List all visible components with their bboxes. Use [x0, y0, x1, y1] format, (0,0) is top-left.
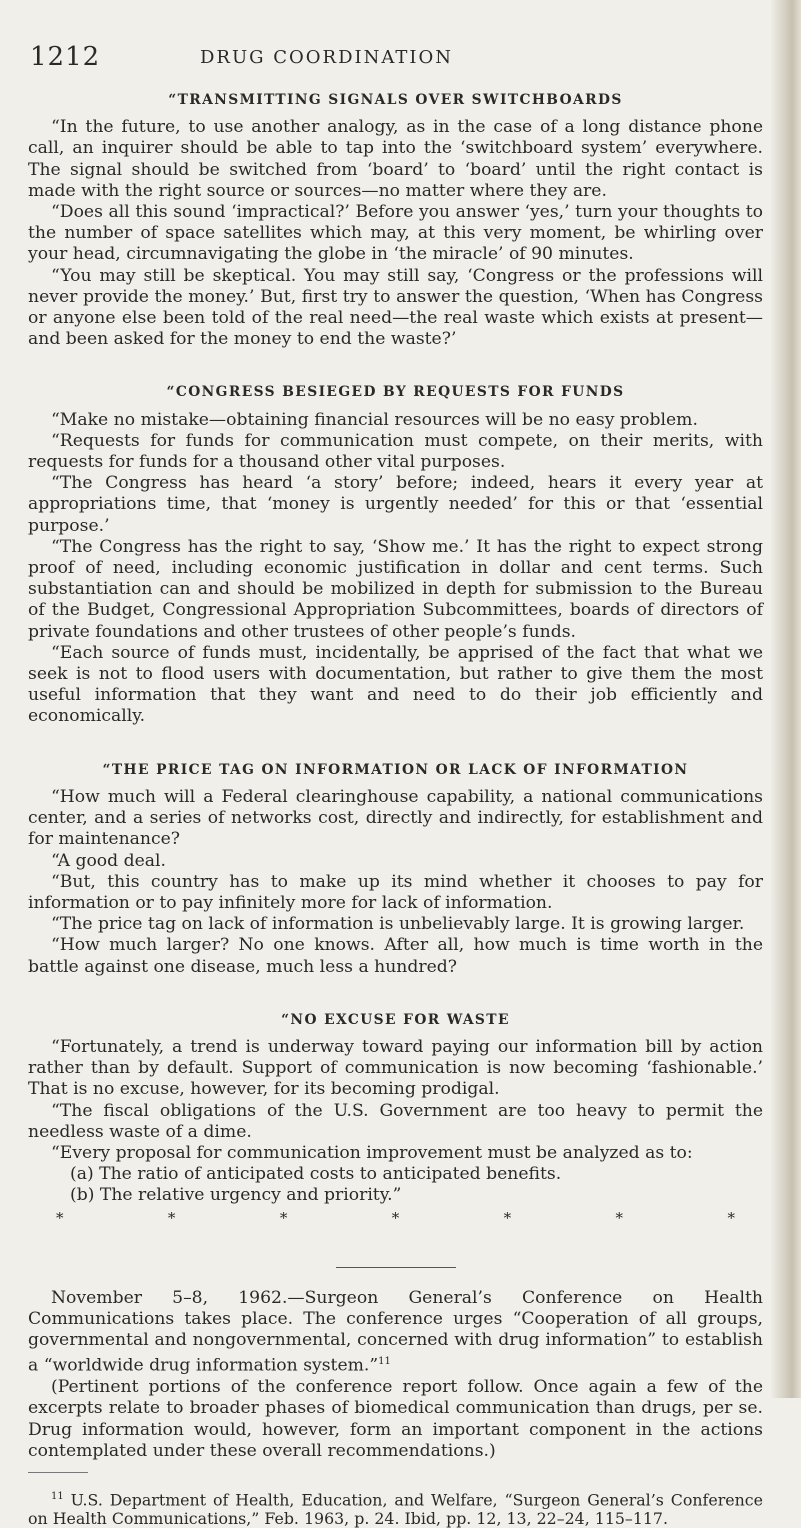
- divider-rule: [336, 1267, 456, 1268]
- paragraph: “A good deal.: [51, 850, 166, 871]
- footnote-text: U.S. Department of Health, Education, and Welfare, “Surgeon General’s Conference on Health Communications,” Feb. 1963, p. 24. Ibid, pp. 12, 13, 22–24, 115–117.: [28, 1490, 764, 1528]
- paragraph: [28, 1288, 763, 1378]
- paragraph: “How much will a Federal clearinghouse capability, a national communications center, and a series of networks cost, directly and indirectly, for establishment and for maintenance?: [28, 786, 763, 850]
- paragraph: “You may still be skeptical. You may still say, ‘Congress or the professions will never provide the money.’ But, first try to answer the question, ‘When has Congress or anyone else been told of the real need—the real waste which exists at present—and been asked for the money to end the waste?’: [28, 265, 763, 350]
- footnote-reference: 11: [378, 1356, 391, 1368]
- page-body: [28, 90, 763, 1528]
- footnote-rule: [28, 1472, 88, 1473]
- star-glyph: *: [727, 1208, 735, 1227]
- footnote-marker: 11: [51, 1490, 64, 1502]
- section-heading: “NO EXCUSE FOR WASTE: [281, 1011, 510, 1028]
- running-head: DRUG COORDINATION: [200, 47, 454, 68]
- paragraph: “The Congress has the right to say, ‘Show me.’ It has the right to expect strong proof of need, including economic justification in dollar and cent terms. Such substantiation can and should be mobilized in depth for submission to the Bureau of the Budget, Congressional Appropriation Subcommittees, boards of directors of private foundations and other trustees of other people’s funds.: [28, 536, 763, 642]
- star-glyph: *: [615, 1208, 624, 1227]
- paragraph: “In the future, to use another analogy, as in the case of a long distance phone call, an inquirer should be able to tap into the ‘switchboard system’ everywhere. The signal should be switched from ‘board’ to ‘board’ until the right contact is made with the right source or sources—no matter where they are.: [28, 117, 763, 201]
- star-glyph: *: [56, 1208, 64, 1227]
- paragraph: “How much larger? No one knows. After all, how much is time worth in the battle against one disease, much less a hundred?: [28, 935, 763, 977]
- paragraph: “The price tag on lack of information is unbelievably large. It is growing larger.: [51, 914, 745, 935]
- paragraph: “The Congress has heard ‘a story’ before; indeed, hears it every year at appropriations time, that ‘money is urgently needed’ for this or that ‘essential purpose.’: [28, 473, 763, 536]
- paragraph: “Make no mistake—obtaining financial resources will be no easy problem.: [51, 409, 698, 430]
- page-header: [30, 42, 760, 72]
- paragraph: (Pertinent portions of the conference report follow. Once again a few of the excerpts relate to broader phases of biomedical communication than drugs, per se. Drug information would, however, form an important component in the actions contemplated under these overall recommendations.): [28, 1377, 763, 1461]
- paragraph: “Fortunately, a trend is underway toward paying our information bill by action rather than by default. Support of communication is now becoming ‘fashionable.’ That is no excuse, however, for its becoming prodigal.: [28, 1036, 763, 1100]
- page-number: 1212: [30, 42, 101, 72]
- footnote: [28, 1487, 763, 1528]
- paragraph: “Does all this sound ‘impractical?’ Before you answer ‘yes,’ turn your thoughts to the number of space satellites which may, at this very moment, be whirling over your head, circumnavigating the globe in ‘the miracle’ of 90 minutes.: [28, 202, 763, 265]
- section-break-stars: [28, 1207, 763, 1227]
- section-heading: “CONGRESS BESIEGED BY REQUESTS FOR FUNDS: [166, 384, 625, 401]
- paragraph: “The fiscal obligations of the U.S. Government are too heavy to permit the needless waste of a dime.: [28, 1100, 763, 1142]
- paragraph-text: November 5–8, 1962.—Surgeon General’s Conference on Health Communications takes place. The conference urges “Cooperation of all groups, governmental and nongovernmental, concerned with drug information” to establish a “worldwide drug information system.”: [28, 1287, 763, 1376]
- paragraph: “Every proposal for communication improvement must be analyzed as to:: [51, 1142, 693, 1163]
- section-heading: “TRANSMITTING SIGNALS OVER SWITCHBOARDS: [168, 92, 623, 108]
- star-glyph: *: [503, 1208, 512, 1227]
- list-item: (b) The relative urgency and priority.”: [70, 1185, 402, 1206]
- paragraph: “Each source of funds must, incidentally, be apprised of the fact that what we seek is not to flood users with documentation, but rather to give them the most useful information that they want and need to do their job efficiently and economically.: [28, 642, 763, 727]
- star-glyph: *: [167, 1208, 176, 1227]
- star-glyph: *: [391, 1208, 400, 1227]
- list-item: (a) The ratio of anticipated costs to anticipated benefits.: [70, 1164, 562, 1185]
- section-heading: “THE PRICE TAG ON INFORMATION OR LACK OF INFORMATION: [102, 761, 689, 778]
- star-glyph: *: [279, 1208, 288, 1227]
- paragraph: “But, this country has to make up its mind whether it chooses to pay for information or to pay infinitely more for lack of information.: [28, 871, 763, 913]
- book-binding-edge: [771, 0, 801, 1398]
- paragraph: “Requests for funds for communication must compete, on their merits, with requests for funds for a thousand other vital purposes.: [28, 430, 763, 473]
